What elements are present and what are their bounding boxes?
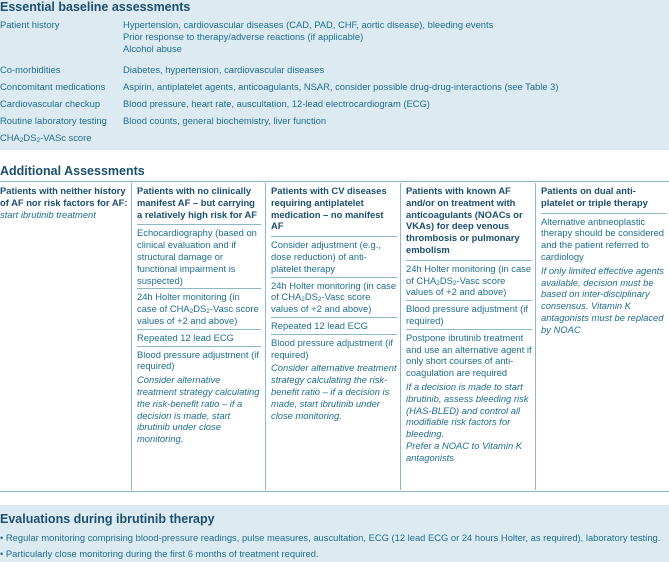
- column-note: If a decision is made to start ibrutinib, assess bleeding risk (HAS-BLED) and control all modifiable risk factors for bleeding.: [406, 380, 529, 440]
- baseline-value-line: Hypertension, cardiovascular diseases (CAD, PAD, CHF, aortic disease), bleeding events: [123, 19, 494, 30]
- baseline-label: Cardiovascular checkup: [0, 98, 101, 109]
- evaluation-bullet: • Regular monitoring comprising blood-pressure readings, pulse measures, auscultation, ECG (12 lead ECG or 24 hours Holter, as required), laboratory testing.: [0, 532, 661, 543]
- column-note: Consider alternative treatment strategy calculating the risk-benefit ratio – if a decision is made, start ibrutinib under close monitoring.: [137, 374, 260, 445]
- additional-top-divider: [0, 181, 669, 182]
- baseline-label: Concomitant medications: [0, 81, 106, 92]
- baseline-value-line: Alcohol abuse: [123, 42, 182, 54]
- adjust-item: Consider adjustment (e.g., dose reduction) of anti-platelet therapy: [271, 236, 397, 277]
- column-divider: [400, 183, 401, 490]
- alternative-item: Alternative antineoplastic therapy should be considered and the patient referred to cardiology: [541, 213, 667, 265]
- column-divider: [535, 183, 536, 490]
- baseline-value: Blood counts, general biochemistry, liver function: [123, 115, 327, 126]
- ecg-item: Repeated 12 lead ECG: [137, 330, 261, 347]
- baseline-value: Aspirin, antiplatelet agents, anticoagulants, NSAR, consider possible drug-drug-interactions (see Table 3): [123, 81, 559, 92]
- ecg-item: Repeated 12 lead ECG: [271, 318, 397, 335]
- holter-item: 24h Holter monitoring (in case of $CHA_2DS_2$-Vasc score values of +2 and above): [406, 260, 532, 301]
- holter-item: 24h Holter monitoring (in case of $CHA_2DS_2$-Vasc score values of +2 and above): [137, 289, 261, 329]
- bp-item: Blood pressure adjustment (if required): [137, 348, 259, 372]
- baseline-label-score: $CHA_2DS_2$-VASc score: [0, 132, 92, 144]
- baseline-label: Routine laboratory testing: [0, 115, 107, 126]
- column-heading: Patients with neither history of AF nor risk factors for AF:: [0, 185, 128, 208]
- column-note: start ibrutinib treatment: [0, 208, 96, 220]
- additional-bottom-divider: [0, 491, 669, 492]
- baseline-label: Co-morbidities: [0, 64, 61, 75]
- holter-item: 24h Holter monitoring (in case of $CHA_2DS_2$-Vasc score values of +2 and above): [271, 278, 397, 318]
- evaluation-bullet: • Particularly close monitoring during the first 6 months of treatment required.: [0, 548, 319, 559]
- baseline-value: [123, 19, 663, 54]
- column-note: Consider alternative treatment strategy calculating the risk-benefit ratio – if a decision is made, start ibrutinib under close monitoring.: [271, 362, 397, 421]
- baseline-value: Diabetes, hypertension, cardiovascular diseases: [123, 64, 325, 75]
- baseline-value-line: Prior response to therapy/adverse reactions (if applicable): [123, 30, 364, 42]
- bp-item: Blood pressure adjustment (if required): [271, 336, 393, 360]
- postpone-item: Postpone ibrutinib treatment and use an alternative agent if only short courses of anti-coagulation are required: [406, 331, 532, 379]
- column-dual-antiplatelet: [541, 185, 667, 336]
- baseline-label: Patient history: [0, 19, 60, 30]
- column-divider: [131, 183, 132, 490]
- column-divider: [265, 183, 266, 490]
- column-note: If only limited effective agents available, decision must be based on inter-disciplinary consensus. Vitamin K antagonists must be replaced by NOAC: [541, 264, 664, 335]
- column-heading: Patients with known AF and/or on treatment with anticoagulants (NOACs or VKAs) for deep venous thrombosis or pulmonary embolism: [406, 185, 523, 255]
- column-heading: Patients with CV diseases requiring antiplatelet medication – no manifest AF: [271, 185, 387, 232]
- column-heading: Patients on dual anti-platelet or triple therapy: [541, 185, 648, 208]
- bp-item: Blood pressure adjustment (if required): [406, 301, 532, 330]
- evaluations-title: Evaluations during ibrutinib therapy: [0, 512, 215, 526]
- baseline-title: Essential baseline assessments: [0, 0, 191, 14]
- column-note-noac: Prefer a NOAC to Vitamin K antagonists: [406, 439, 523, 463]
- column-high-risk-af: [137, 185, 261, 445]
- baseline-value: Blood pressure, heart rate, auscultation, 12-lead electrocardiogram (ECG): [123, 98, 430, 109]
- additional-title: Additional Assessments: [0, 164, 145, 178]
- column-cv-antiplatelet: [271, 185, 397, 421]
- column-no-af: [0, 185, 128, 220]
- column-known-af: [406, 185, 532, 464]
- column-heading: Patients with no clinically manifest AF – but carrying a relatively high risk for AF: [137, 185, 258, 220]
- echo-item: Echocardiography (based on clinical evaluation and if structural damage or functional impairment is suspected): [137, 224, 261, 289]
